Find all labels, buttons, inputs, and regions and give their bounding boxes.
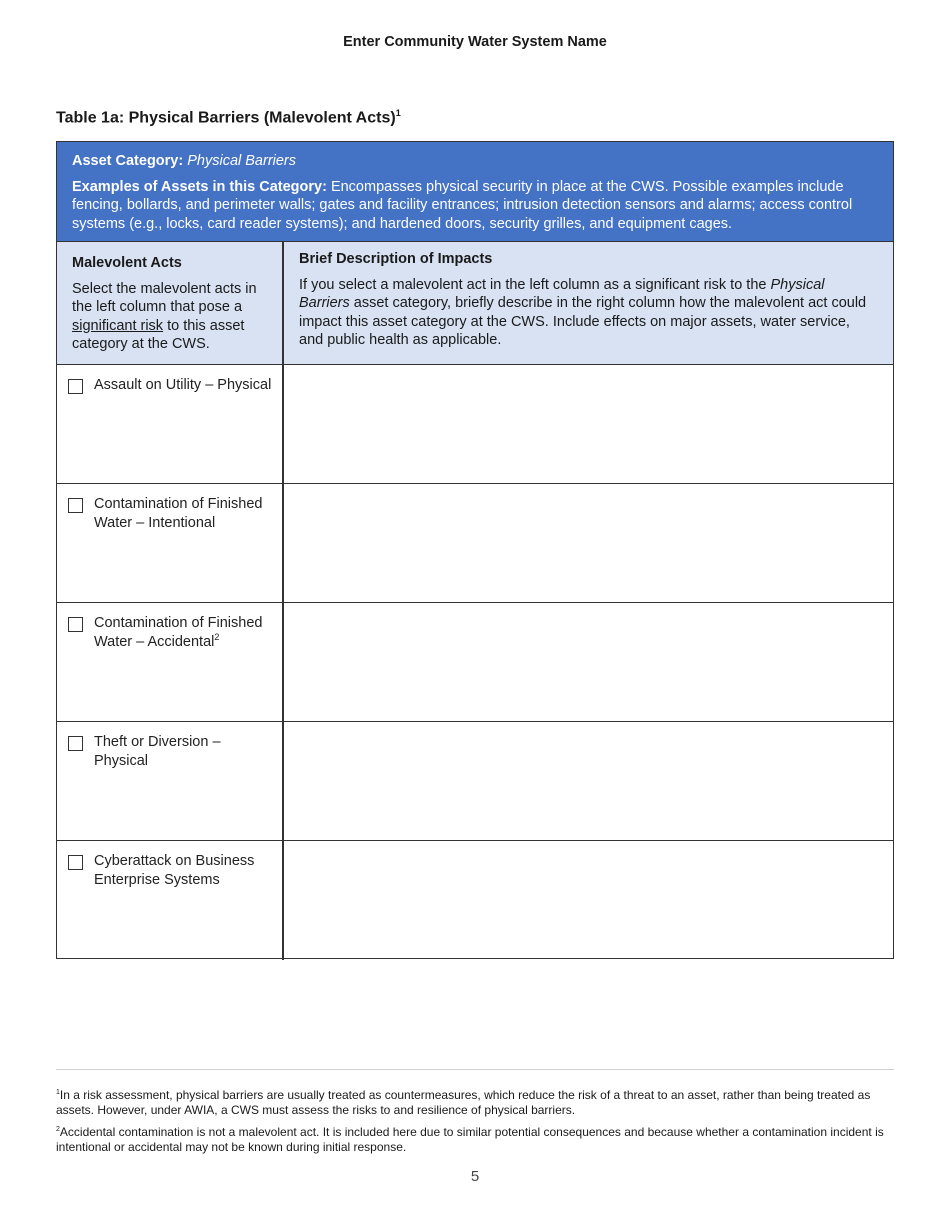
desc-text: asset category, briefly describe in the right column how the malevolent act could impact this asset category at the CWS. Include effects on major assets, water service, and public health as applicable. [299,295,867,348]
act-cell [57,722,284,840]
act-label: Contamination of Finished Water – Intentional [94,496,263,531]
footnote-ref: 1 [395,108,401,118]
malevolent-acts-description [72,280,267,354]
act-label: Theft or Diversion – Physical [94,734,221,769]
desc-text: to this asset category at the CWS. [72,317,245,352]
examples-text: Encompasses physical security in place at the CWS. Possible examples include fencing, bollards, and perimeter walls; gates and facility entrances; intrusion detection sensors and alarms; access control systems (e.g., locks, card reader systems); and hardened doors, security grilles, and equipment cages. [72,178,853,232]
act-cell [57,603,284,721]
impact-description-field[interactable] [284,484,893,602]
desc-text: Select the malevolent acts in the left column that pose a [72,280,257,315]
malevolent-acts-column-header [57,242,284,365]
act-checkbox[interactable] [68,379,83,394]
act-checkbox[interactable] [68,736,83,751]
table-row [57,484,893,603]
table-row [57,603,893,722]
act-label: Cyberattack on Business Enterprise Systems [94,853,255,888]
desc-italic: Physical Barriers [299,276,825,311]
table-row [57,722,893,841]
act-label: Contamination of Finished Water – Accidental$^2$ [94,615,263,650]
footnote-2: $^2$Accidental contamination is not a malevolent act. It is included here due to similar potential consequences and because whether a contamination incident is intentional or accidental may not be known during initial response. [56,1125,884,1154]
table-title-text: Table 1a: Physical Barriers (Malevolent Acts) [56,109,396,127]
page-number: 5 [470,1168,480,1185]
footnote-1: $^1$In a risk assessment, physical barriers are usually treated as countermeasures, which reduce the risk of a threat to an asset, rather than being treated as assets. However, under AWIA, a CWS must assess the risks to and resilience of physical barriers. [56,1088,871,1117]
asset-category-label: Asset Category: [72,153,184,169]
system-name-header: Enter Community Water System Name [343,34,607,50]
asset-category-header [57,142,893,242]
act-checkbox[interactable] [68,617,83,632]
impacts-description [299,276,878,350]
act-cell [57,841,284,960]
act-cell [57,484,284,602]
act-cell [57,365,284,483]
act-label: Assault on Utility – Physical [94,377,272,393]
physical-barriers-table [56,141,894,959]
impact-description-field[interactable] [284,603,893,721]
table-title [56,108,401,127]
table-row [57,365,893,484]
asset-category-value: Physical Barriers [187,153,297,169]
table-row [57,841,893,960]
impacts-column-header [284,242,893,365]
impact-description-field[interactable] [284,722,893,840]
impacts-heading: Brief Description of Impacts [299,251,493,267]
impact-description-field[interactable] [284,841,893,960]
malevolent-acts-heading: Malevolent Acts [72,255,182,271]
act-checkbox[interactable] [68,498,83,513]
desc-text: If you select a malevolent act in the left column as a significant risk to the [299,276,771,293]
footnote-divider [56,1069,894,1070]
significant-risk-link: significant risk [72,317,164,334]
act-checkbox[interactable] [68,855,83,870]
impact-description-field[interactable] [284,365,893,483]
examples-label: Examples of Assets in this Category: [72,178,327,195]
